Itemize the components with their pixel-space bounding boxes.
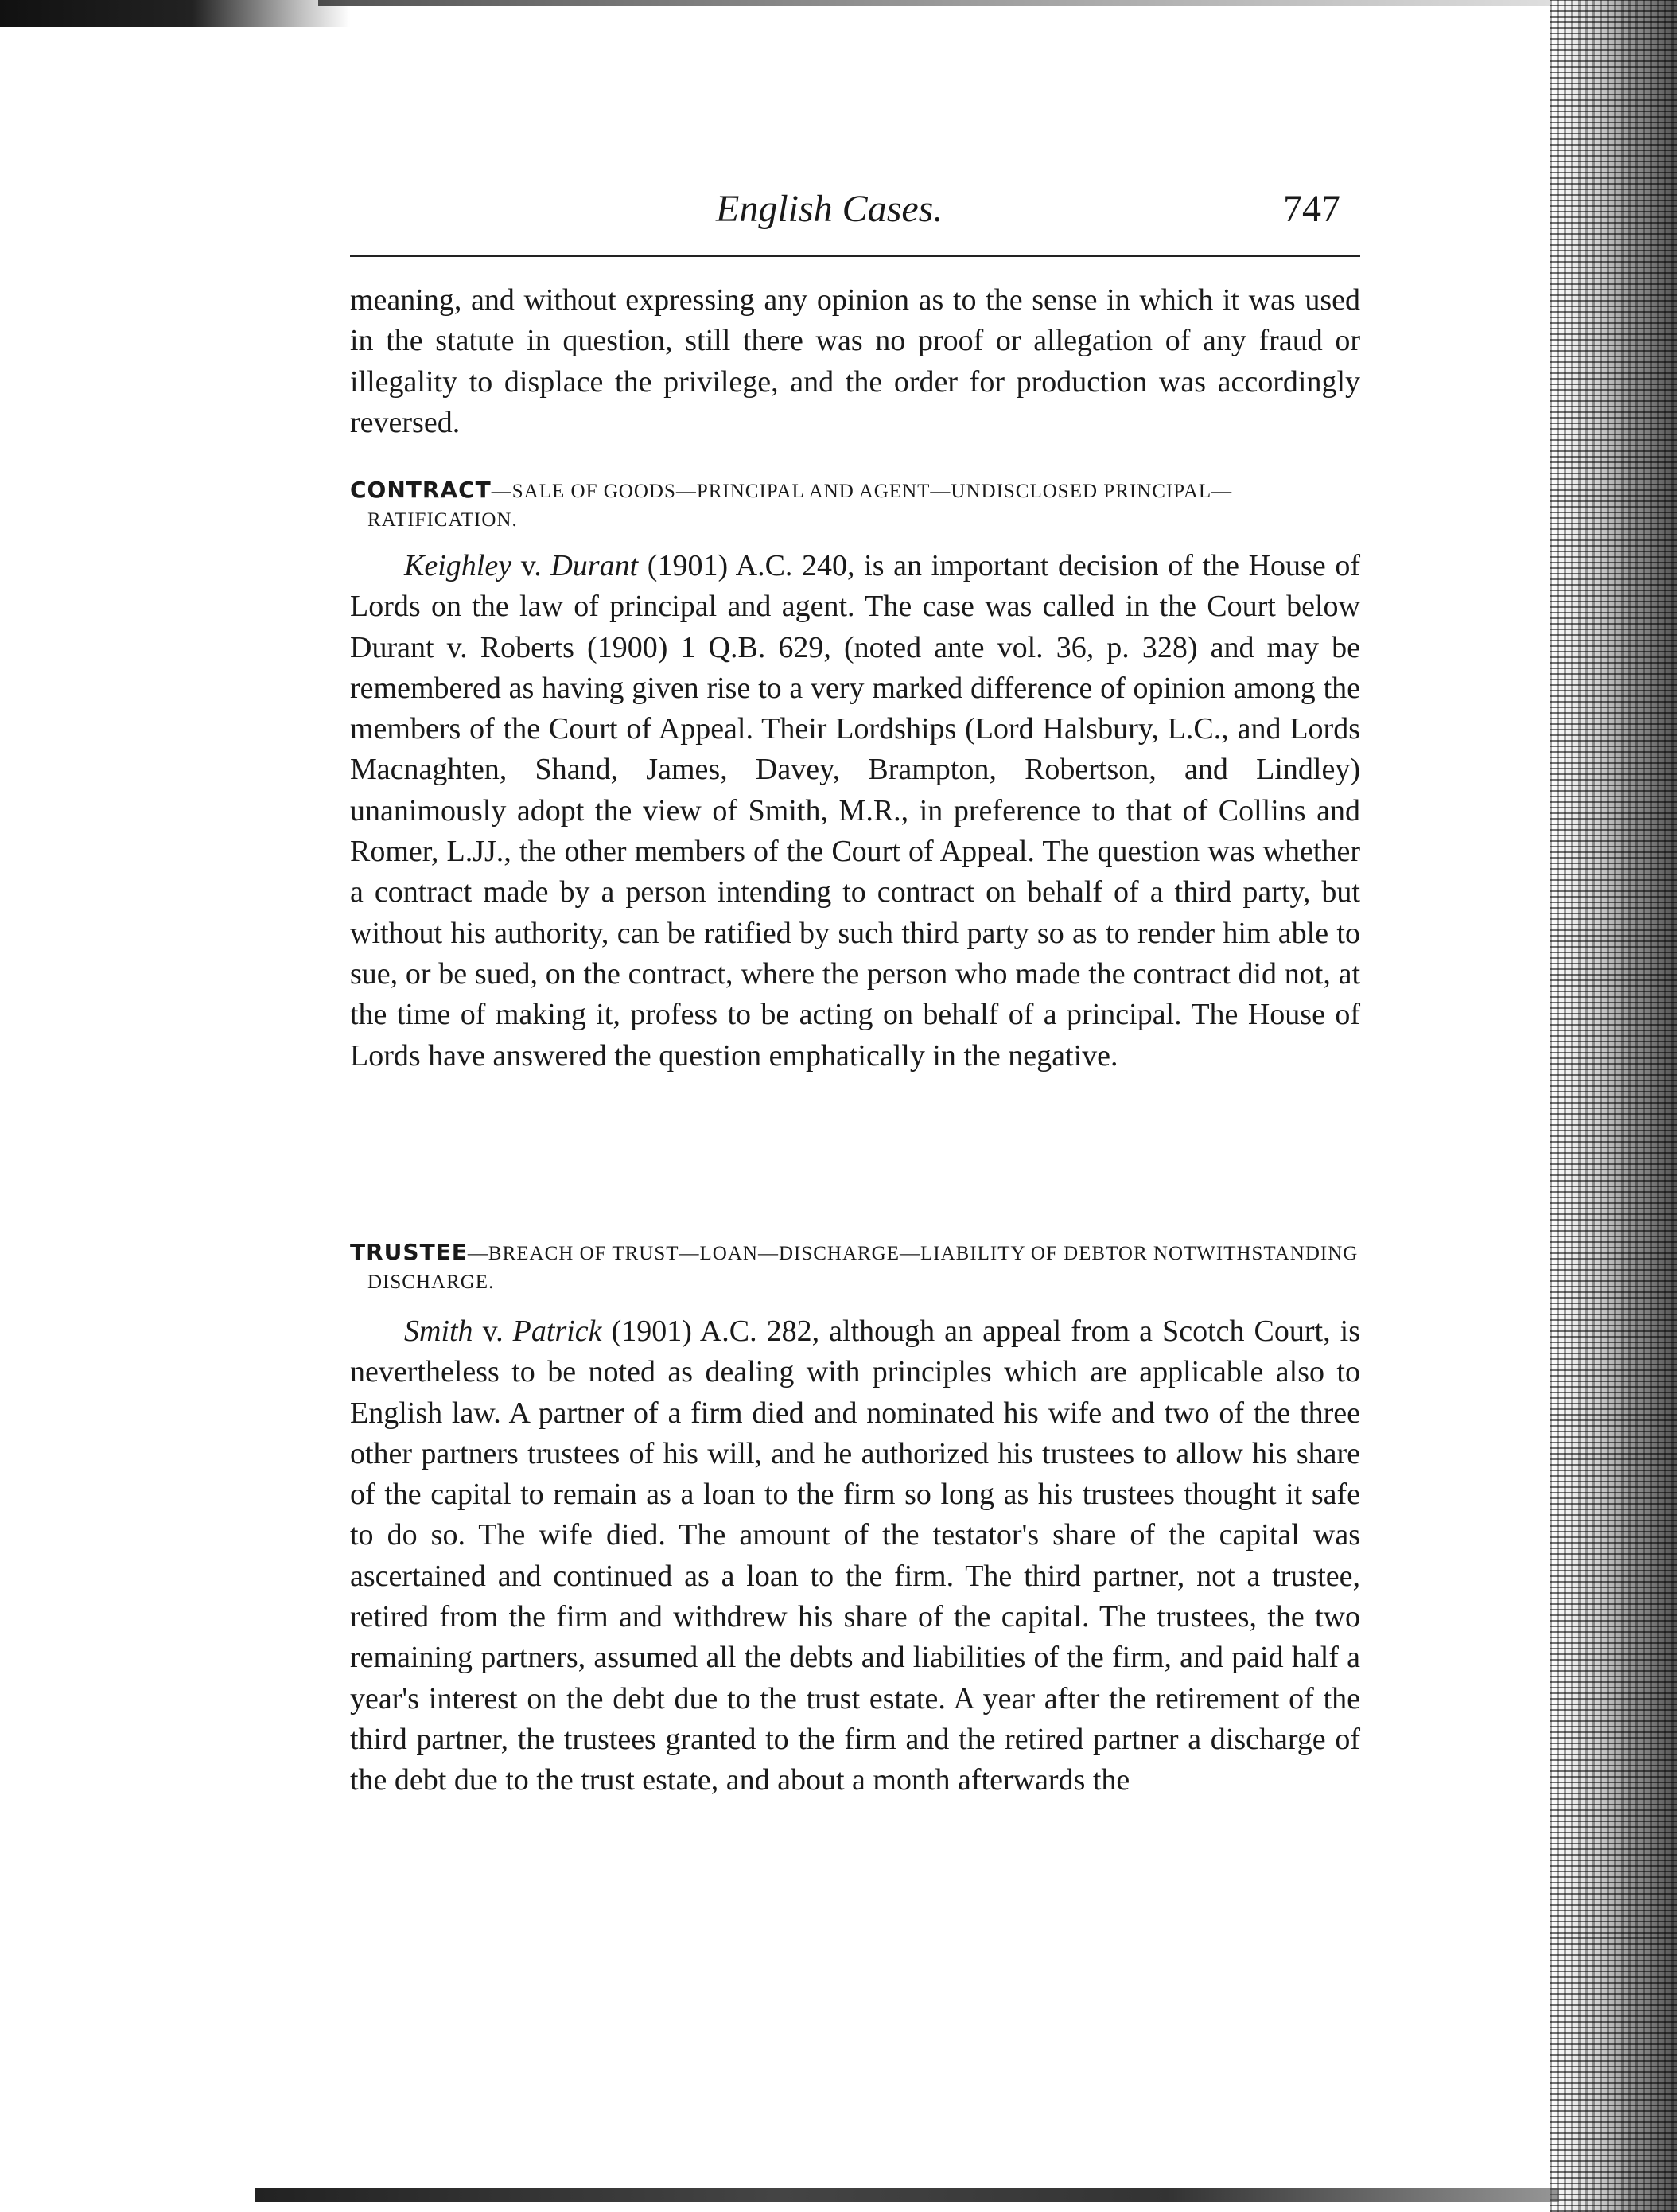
section-topic: CONTRACT	[350, 477, 492, 503]
section-paragraph-trustee	[350, 1311, 1360, 1801]
section-contract	[350, 476, 1360, 535]
section-heading-trustee	[350, 1238, 1360, 1297]
running-head	[350, 187, 1360, 251]
section-heading-contract	[350, 476, 1360, 535]
section-subtopics: —BREACH OF TRUST—LOAN—DISCHARGE—LIABILITY OF DEBTOR NOTWITHSTANDING DISCHARGE.	[368, 1243, 1359, 1293]
case-name-defendant: Patrick	[512, 1314, 602, 1348]
case-name-plaintiff: Keighley	[404, 549, 512, 582]
scan-edge-right	[1550, 0, 1677, 2212]
section-trustee-body	[350, 1311, 1360, 1801]
section-paragraph-contract	[350, 546, 1360, 1077]
running-title: English Cases.	[716, 188, 943, 230]
case-versus: v.	[511, 549, 551, 582]
section-trustee	[350, 1238, 1360, 1297]
section-subtopics: —SALE OF GOODS—PRINCIPAL AND AGENT—UNDISCLOSED PRINCIPAL—RATIFICATION.	[368, 481, 1233, 531]
case-body: (1901) A.C. 282, although an appeal from a Scotch Court, is nevertheless to be noted as dealing with principles which are applicable also to English law. A partner of a firm died and nominated his wife and two of the three other partners trustees of his will, and he authorized his trustees to allow his share of the capital to remain as a loan to the firm so long as his trustees thought it safe to do so. The wife died. The amount of the testator's share of the capital was ascertained and continued as a loan to the firm. The third partner, not a trustee, retired from the firm and withdrew his share of the capital. The trustees, the two remaining partners, assumed all the debts and liabilities of the firm, and paid half a year's interest on the debt due to the trust estate. A year after the retirement of the third partner, the trustees granted to the firm and the retired partner a discharge of the debt due to the trust estate, and about a month afterwards the	[350, 1314, 1360, 1797]
scan-shadow-top	[0, 0, 350, 27]
header-rule	[350, 255, 1360, 257]
case-name-plaintiff: Smith	[404, 1314, 473, 1348]
page-number: 747	[1283, 188, 1340, 230]
continuation-paragraph: meaning, and without expressing any opinion as to the sense in which it was used in the statute in question, still there was no proof or allegation of any fraud or illegality to displace the privilege, and the order for production was accordingly reversed.	[350, 283, 1360, 439]
continuation-block	[350, 280, 1360, 443]
scan-edge-top	[318, 0, 1559, 6]
section-contract-body	[350, 546, 1360, 1077]
scan-edge-bottom	[255, 2188, 1559, 2202]
case-name-defendant: Durant	[550, 549, 639, 582]
case-body: (1901) A.C. 240, is an important decision of the House of Lords on the law of principal and agent. The case was called in the Court below Durant v. Roberts (1900) 1 Q.B. 629, (noted ante vol. 36, p. 328) and may be remembered as having given rise to a very marked difference of opinion among the members of the Court of Appeal. Their Lordships (Lord Halsbury, L.C., and Lords Macnaghten, Shand, James, Davey, Brampton, Robertson, and Lindley) unanimously adopt the view of Smith, M.R., in preference to that of Collins and Romer, L.JJ., the other members of the Court of Appeal. The question was whether a contract made by a person intending to contract on behalf of a third party, but without his authority, can be ratified by such third party so as to render him able to sue, or be sued, on the contract, where the person who made the contract did not, at the time of making it, profess to be acting on behalf of a principal. The House of Lords have answered the question emphatically in the negative.	[350, 549, 1360, 1073]
section-topic: TRUSTEE	[350, 1239, 468, 1265]
case-versus: v.	[472, 1314, 513, 1348]
